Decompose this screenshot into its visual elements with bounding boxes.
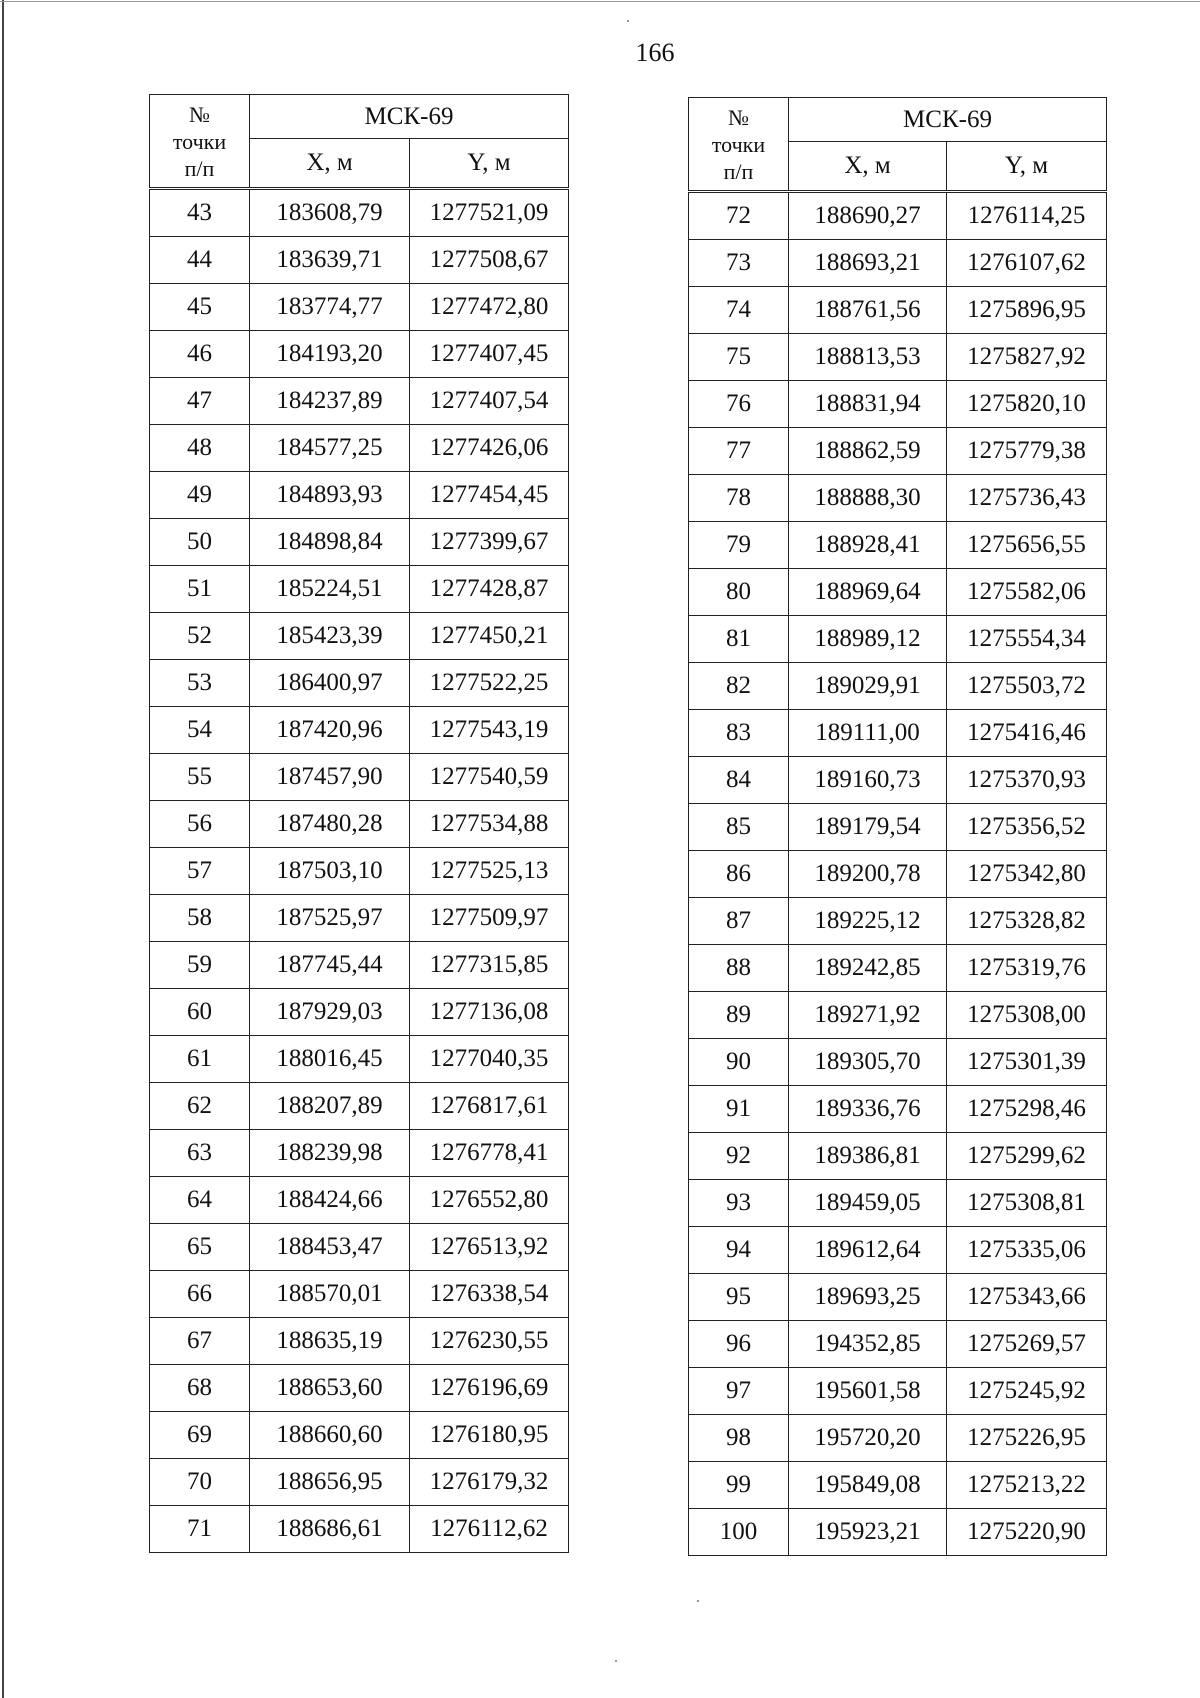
point-number-cell: 86 (689, 851, 789, 898)
x-coordinate-cell: 188570,01 (250, 1271, 410, 1318)
x-coordinate-cell: 188690,27 (789, 192, 947, 240)
x-coordinate-cell: 188888,30 (789, 475, 947, 522)
table-row (150, 895, 569, 942)
table-row (689, 1227, 1107, 1274)
table-row (689, 240, 1107, 287)
point-number-cell: 75 (689, 334, 789, 381)
table-row (150, 519, 569, 566)
point-number-cell: 56 (150, 801, 250, 848)
point-number-cell: 58 (150, 895, 250, 942)
scan-speck (627, 20, 629, 22)
table-row (150, 472, 569, 519)
x-coordinate-cell: 194352,85 (789, 1321, 947, 1368)
x-coordinate-cell: 188693,21 (789, 240, 947, 287)
x-coordinate-cell: 187480,28 (250, 801, 410, 848)
point-number-cell: 81 (689, 616, 789, 663)
x-coordinate-cell: 189459,05 (789, 1180, 947, 1227)
table-header (689, 98, 1107, 192)
table-row (689, 1133, 1107, 1180)
table-row (150, 1318, 569, 1365)
x-coordinate-cell: 187503,10 (250, 848, 410, 895)
y-coordinate-cell: 1275554,34 (947, 616, 1107, 663)
point-number-cell: 99 (689, 1462, 789, 1509)
x-coordinate-cell: 188928,41 (789, 522, 947, 569)
point-number-cell: 76 (689, 381, 789, 428)
y-coordinate-cell: 1277426,06 (410, 425, 569, 472)
y-coordinate-cell: 1275301,39 (947, 1039, 1107, 1086)
point-number-cell: 55 (150, 754, 250, 801)
point-number-cell: 52 (150, 613, 250, 660)
point-number-cell: 98 (689, 1415, 789, 1462)
x-coordinate-cell: 187525,97 (250, 895, 410, 942)
y-coordinate-cell: 1276513,92 (410, 1224, 569, 1271)
x-column-header: X, м (789, 142, 947, 192)
table-body (150, 189, 569, 1553)
x-coordinate-cell: 189179,54 (789, 804, 947, 851)
table-row (150, 1459, 569, 1506)
x-coordinate-cell: 187745,44 (250, 942, 410, 989)
point-number-cell: 83 (689, 710, 789, 757)
y-coordinate-cell: 1275503,72 (947, 663, 1107, 710)
point-number-cell: 44 (150, 237, 250, 284)
x-coordinate-cell: 188656,95 (250, 1459, 410, 1506)
x-coordinate-cell: 184577,25 (250, 425, 410, 472)
table-row (150, 613, 569, 660)
point-number-cell: 92 (689, 1133, 789, 1180)
table-row (689, 1415, 1107, 1462)
table-row (150, 425, 569, 472)
table-row (689, 381, 1107, 428)
x-coordinate-cell: 187457,90 (250, 754, 410, 801)
point-number-cell: 100 (689, 1509, 789, 1556)
y-coordinate-cell: 1277543,19 (410, 707, 569, 754)
table-row (150, 989, 569, 1036)
point-number-cell: 61 (150, 1036, 250, 1083)
table-row (689, 1509, 1107, 1556)
x-coordinate-cell: 188862,59 (789, 428, 947, 475)
point-number-cell: 72 (689, 192, 789, 240)
table-row (150, 1177, 569, 1224)
y-coordinate-cell: 1277315,85 (410, 942, 569, 989)
table-row (689, 992, 1107, 1039)
point-number-cell: 62 (150, 1083, 250, 1130)
y-coordinate-cell: 1277428,87 (410, 566, 569, 613)
table-row (150, 237, 569, 284)
y-coordinate-cell: 1275779,38 (947, 428, 1107, 475)
y-coordinate-cell: 1276196,69 (410, 1365, 569, 1412)
point-number-cell: 63 (150, 1130, 250, 1177)
point-number-cell: 78 (689, 475, 789, 522)
table-row (150, 189, 569, 237)
table-body (689, 192, 1107, 1556)
point-number-cell: 71 (150, 1506, 250, 1553)
y-coordinate-cell: 1275356,52 (947, 804, 1107, 851)
x-coordinate-cell: 183639,71 (250, 237, 410, 284)
point-number-cell: 68 (150, 1365, 250, 1412)
x-coordinate-cell: 188016,45 (250, 1036, 410, 1083)
table-header (150, 95, 569, 189)
table-row (689, 898, 1107, 945)
y-coordinate-cell: 1277525,13 (410, 848, 569, 895)
table-row (150, 848, 569, 895)
x-coordinate-cell: 189160,73 (789, 757, 947, 804)
x-coordinate-cell: 186400,97 (250, 660, 410, 707)
x-coordinate-cell: 183608,79 (250, 189, 410, 237)
y-coordinate-cell: 1275308,00 (947, 992, 1107, 1039)
page-top-edge (0, 1, 1200, 2)
point-number-cell: 94 (689, 1227, 789, 1274)
y-coordinate-cell: 1277522,25 (410, 660, 569, 707)
y-coordinate-cell: 1275220,90 (947, 1509, 1107, 1556)
coordinates-table-right (688, 97, 1107, 1556)
point-number-cell: 59 (150, 942, 250, 989)
y-column-header: Y, м (947, 142, 1107, 192)
x-coordinate-cell: 188813,53 (789, 334, 947, 381)
scan-speck (615, 1660, 617, 1662)
x-coordinate-cell: 187420,96 (250, 707, 410, 754)
x-column-header: X, м (250, 139, 410, 189)
table-row (689, 192, 1107, 240)
y-coordinate-cell: 1276180,95 (410, 1412, 569, 1459)
point-number-header: № точки п/п (689, 98, 789, 192)
table-row (689, 1180, 1107, 1227)
table-row (689, 804, 1107, 851)
y-coordinate-cell: 1275582,06 (947, 569, 1107, 616)
point-number-cell: 46 (150, 331, 250, 378)
table-row (150, 566, 569, 613)
y-coordinate-cell: 1275213,22 (947, 1462, 1107, 1509)
table-row (689, 287, 1107, 334)
table-row (150, 1412, 569, 1459)
x-coordinate-cell: 189386,81 (789, 1133, 947, 1180)
point-number-cell: 80 (689, 569, 789, 616)
x-coordinate-cell: 188424,66 (250, 1177, 410, 1224)
y-coordinate-cell: 1277040,35 (410, 1036, 569, 1083)
y-coordinate-cell: 1277136,08 (410, 989, 569, 1036)
x-coordinate-cell: 195601,58 (789, 1368, 947, 1415)
x-coordinate-cell: 188989,12 (789, 616, 947, 663)
y-coordinate-cell: 1277508,67 (410, 237, 569, 284)
page-number: 166 (635, 38, 675, 67)
point-number-cell: 96 (689, 1321, 789, 1368)
point-number-cell: 64 (150, 1177, 250, 1224)
y-coordinate-cell: 1275308,81 (947, 1180, 1107, 1227)
point-number-cell: 95 (689, 1274, 789, 1321)
point-number-cell: 93 (689, 1180, 789, 1227)
scan-speck (697, 1600, 699, 1602)
y-coordinate-cell: 1276112,62 (410, 1506, 569, 1553)
x-coordinate-cell: 189111,00 (789, 710, 947, 757)
y-coordinate-cell: 1275896,95 (947, 287, 1107, 334)
y-coordinate-cell: 1275226,95 (947, 1415, 1107, 1462)
point-number-cell: 49 (150, 472, 250, 519)
y-coordinate-cell: 1275656,55 (947, 522, 1107, 569)
x-coordinate-cell: 188239,98 (250, 1130, 410, 1177)
table-row (150, 331, 569, 378)
table-row (689, 1368, 1107, 1415)
y-coordinate-cell: 1276552,80 (410, 1177, 569, 1224)
y-coordinate-cell: 1277509,97 (410, 895, 569, 942)
point-number-cell: 70 (150, 1459, 250, 1506)
table-row (689, 428, 1107, 475)
x-coordinate-cell: 183774,77 (250, 284, 410, 331)
point-number-cell: 47 (150, 378, 250, 425)
x-coordinate-cell: 184193,20 (250, 331, 410, 378)
y-coordinate-cell: 1277534,88 (410, 801, 569, 848)
point-number-cell: 90 (689, 1039, 789, 1086)
point-number-cell: 91 (689, 1086, 789, 1133)
x-coordinate-cell: 189225,12 (789, 898, 947, 945)
point-number-cell: 79 (689, 522, 789, 569)
point-number-cell: 87 (689, 898, 789, 945)
table-row (689, 663, 1107, 710)
table-row (689, 1462, 1107, 1509)
y-coordinate-cell: 1275370,93 (947, 757, 1107, 804)
x-coordinate-cell: 188761,56 (789, 287, 947, 334)
y-coordinate-cell: 1275342,80 (947, 851, 1107, 898)
point-number-cell: 65 (150, 1224, 250, 1271)
y-coordinate-cell: 1276338,54 (410, 1271, 569, 1318)
point-number-cell: 77 (689, 428, 789, 475)
x-coordinate-cell: 195849,08 (789, 1462, 947, 1509)
point-number-cell: 97 (689, 1368, 789, 1415)
table-row (150, 1130, 569, 1177)
y-coordinate-cell: 1277540,59 (410, 754, 569, 801)
y-coordinate-cell: 1275269,57 (947, 1321, 1107, 1368)
table-row (689, 522, 1107, 569)
table-row (150, 1224, 569, 1271)
table-row (689, 1274, 1107, 1321)
y-coordinate-cell: 1276230,55 (410, 1318, 569, 1365)
table-row (689, 334, 1107, 381)
x-coordinate-cell: 188660,60 (250, 1412, 410, 1459)
coordinate-system-header: МСК-69 (250, 95, 569, 139)
x-coordinate-cell: 189271,92 (789, 992, 947, 1039)
table-row (150, 1506, 569, 1553)
table-row (150, 1365, 569, 1412)
y-coordinate-cell: 1275827,92 (947, 334, 1107, 381)
x-coordinate-cell: 189305,70 (789, 1039, 947, 1086)
x-coordinate-cell: 188207,89 (250, 1083, 410, 1130)
table-row (150, 707, 569, 754)
table-row (689, 710, 1107, 757)
point-number-cell: 66 (150, 1271, 250, 1318)
y-coordinate-cell: 1275328,82 (947, 898, 1107, 945)
table-row (150, 754, 569, 801)
x-coordinate-cell: 189200,78 (789, 851, 947, 898)
table-row (150, 1036, 569, 1083)
table-row (150, 378, 569, 425)
point-number-cell: 82 (689, 663, 789, 710)
x-coordinate-cell: 185224,51 (250, 566, 410, 613)
x-coordinate-cell: 188969,64 (789, 569, 947, 616)
y-coordinate-cell: 1277399,67 (410, 519, 569, 566)
x-coordinate-cell: 188653,60 (250, 1365, 410, 1412)
x-coordinate-cell: 185423,39 (250, 613, 410, 660)
table-row (150, 942, 569, 989)
point-number-cell: 73 (689, 240, 789, 287)
x-coordinate-cell: 195720,20 (789, 1415, 947, 1462)
y-column-header: Y, м (410, 139, 569, 189)
y-coordinate-cell: 1275298,46 (947, 1086, 1107, 1133)
point-number-cell: 85 (689, 804, 789, 851)
y-coordinate-cell: 1275335,06 (947, 1227, 1107, 1274)
point-number-cell: 60 (150, 989, 250, 1036)
table-row (689, 945, 1107, 992)
y-coordinate-cell: 1276114,25 (947, 192, 1107, 240)
table-row (689, 616, 1107, 663)
y-coordinate-cell: 1276778,41 (410, 1130, 569, 1177)
x-coordinate-cell: 189693,25 (789, 1274, 947, 1321)
y-coordinate-cell: 1275416,46 (947, 710, 1107, 757)
y-coordinate-cell: 1275319,76 (947, 945, 1107, 992)
y-coordinate-cell: 1275245,92 (947, 1368, 1107, 1415)
x-coordinate-cell: 187929,03 (250, 989, 410, 1036)
y-coordinate-cell: 1277472,80 (410, 284, 569, 331)
page-left-edge (2, 0, 4, 1698)
y-coordinate-cell: 1277454,45 (410, 472, 569, 519)
point-number-cell: 43 (150, 189, 250, 237)
table-row (689, 1321, 1107, 1368)
y-coordinate-cell: 1275736,43 (947, 475, 1107, 522)
point-number-cell: 50 (150, 519, 250, 566)
point-number-cell: 89 (689, 992, 789, 1039)
table-row (689, 757, 1107, 804)
x-coordinate-cell: 184893,93 (250, 472, 410, 519)
table-row (150, 801, 569, 848)
point-number-cell: 53 (150, 660, 250, 707)
point-number-cell: 69 (150, 1412, 250, 1459)
table-row (150, 284, 569, 331)
point-number-cell: 51 (150, 566, 250, 613)
point-number-cell: 45 (150, 284, 250, 331)
point-number-cell: 74 (689, 287, 789, 334)
point-number-cell: 57 (150, 848, 250, 895)
point-number-cell: 84 (689, 757, 789, 804)
coordinate-system-header: МСК-69 (789, 98, 1107, 142)
table-row (150, 1083, 569, 1130)
y-coordinate-cell: 1277407,54 (410, 378, 569, 425)
table-row (150, 1271, 569, 1318)
point-number-header: № точки п/п (150, 95, 250, 189)
x-coordinate-cell: 184237,89 (250, 378, 410, 425)
point-number-cell: 88 (689, 945, 789, 992)
y-coordinate-cell: 1276179,32 (410, 1459, 569, 1506)
table-row (150, 660, 569, 707)
y-coordinate-cell: 1276817,61 (410, 1083, 569, 1130)
x-coordinate-cell: 189612,64 (789, 1227, 947, 1274)
y-coordinate-cell: 1275299,62 (947, 1133, 1107, 1180)
point-number-cell: 67 (150, 1318, 250, 1365)
x-coordinate-cell: 195923,21 (789, 1509, 947, 1556)
x-coordinate-cell: 188635,19 (250, 1318, 410, 1365)
x-coordinate-cell: 188831,94 (789, 381, 947, 428)
y-coordinate-cell: 1277521,09 (410, 189, 569, 237)
point-number-cell: 48 (150, 425, 250, 472)
x-coordinate-cell: 188453,47 (250, 1224, 410, 1271)
point-number-cell: 54 (150, 707, 250, 754)
x-coordinate-cell: 189242,85 (789, 945, 947, 992)
table-row (689, 475, 1107, 522)
coordinates-table-left (149, 94, 569, 1553)
y-coordinate-cell: 1275820,10 (947, 381, 1107, 428)
table-row (689, 1039, 1107, 1086)
x-coordinate-cell: 184898,84 (250, 519, 410, 566)
table-row (689, 851, 1107, 898)
y-coordinate-cell: 1275343,66 (947, 1274, 1107, 1321)
table-row (689, 569, 1107, 616)
table-row (689, 1086, 1107, 1133)
x-coordinate-cell: 189336,76 (789, 1086, 947, 1133)
y-coordinate-cell: 1277407,45 (410, 331, 569, 378)
x-coordinate-cell: 189029,91 (789, 663, 947, 710)
y-coordinate-cell: 1277450,21 (410, 613, 569, 660)
x-coordinate-cell: 188686,61 (250, 1506, 410, 1553)
y-coordinate-cell: 1276107,62 (947, 240, 1107, 287)
